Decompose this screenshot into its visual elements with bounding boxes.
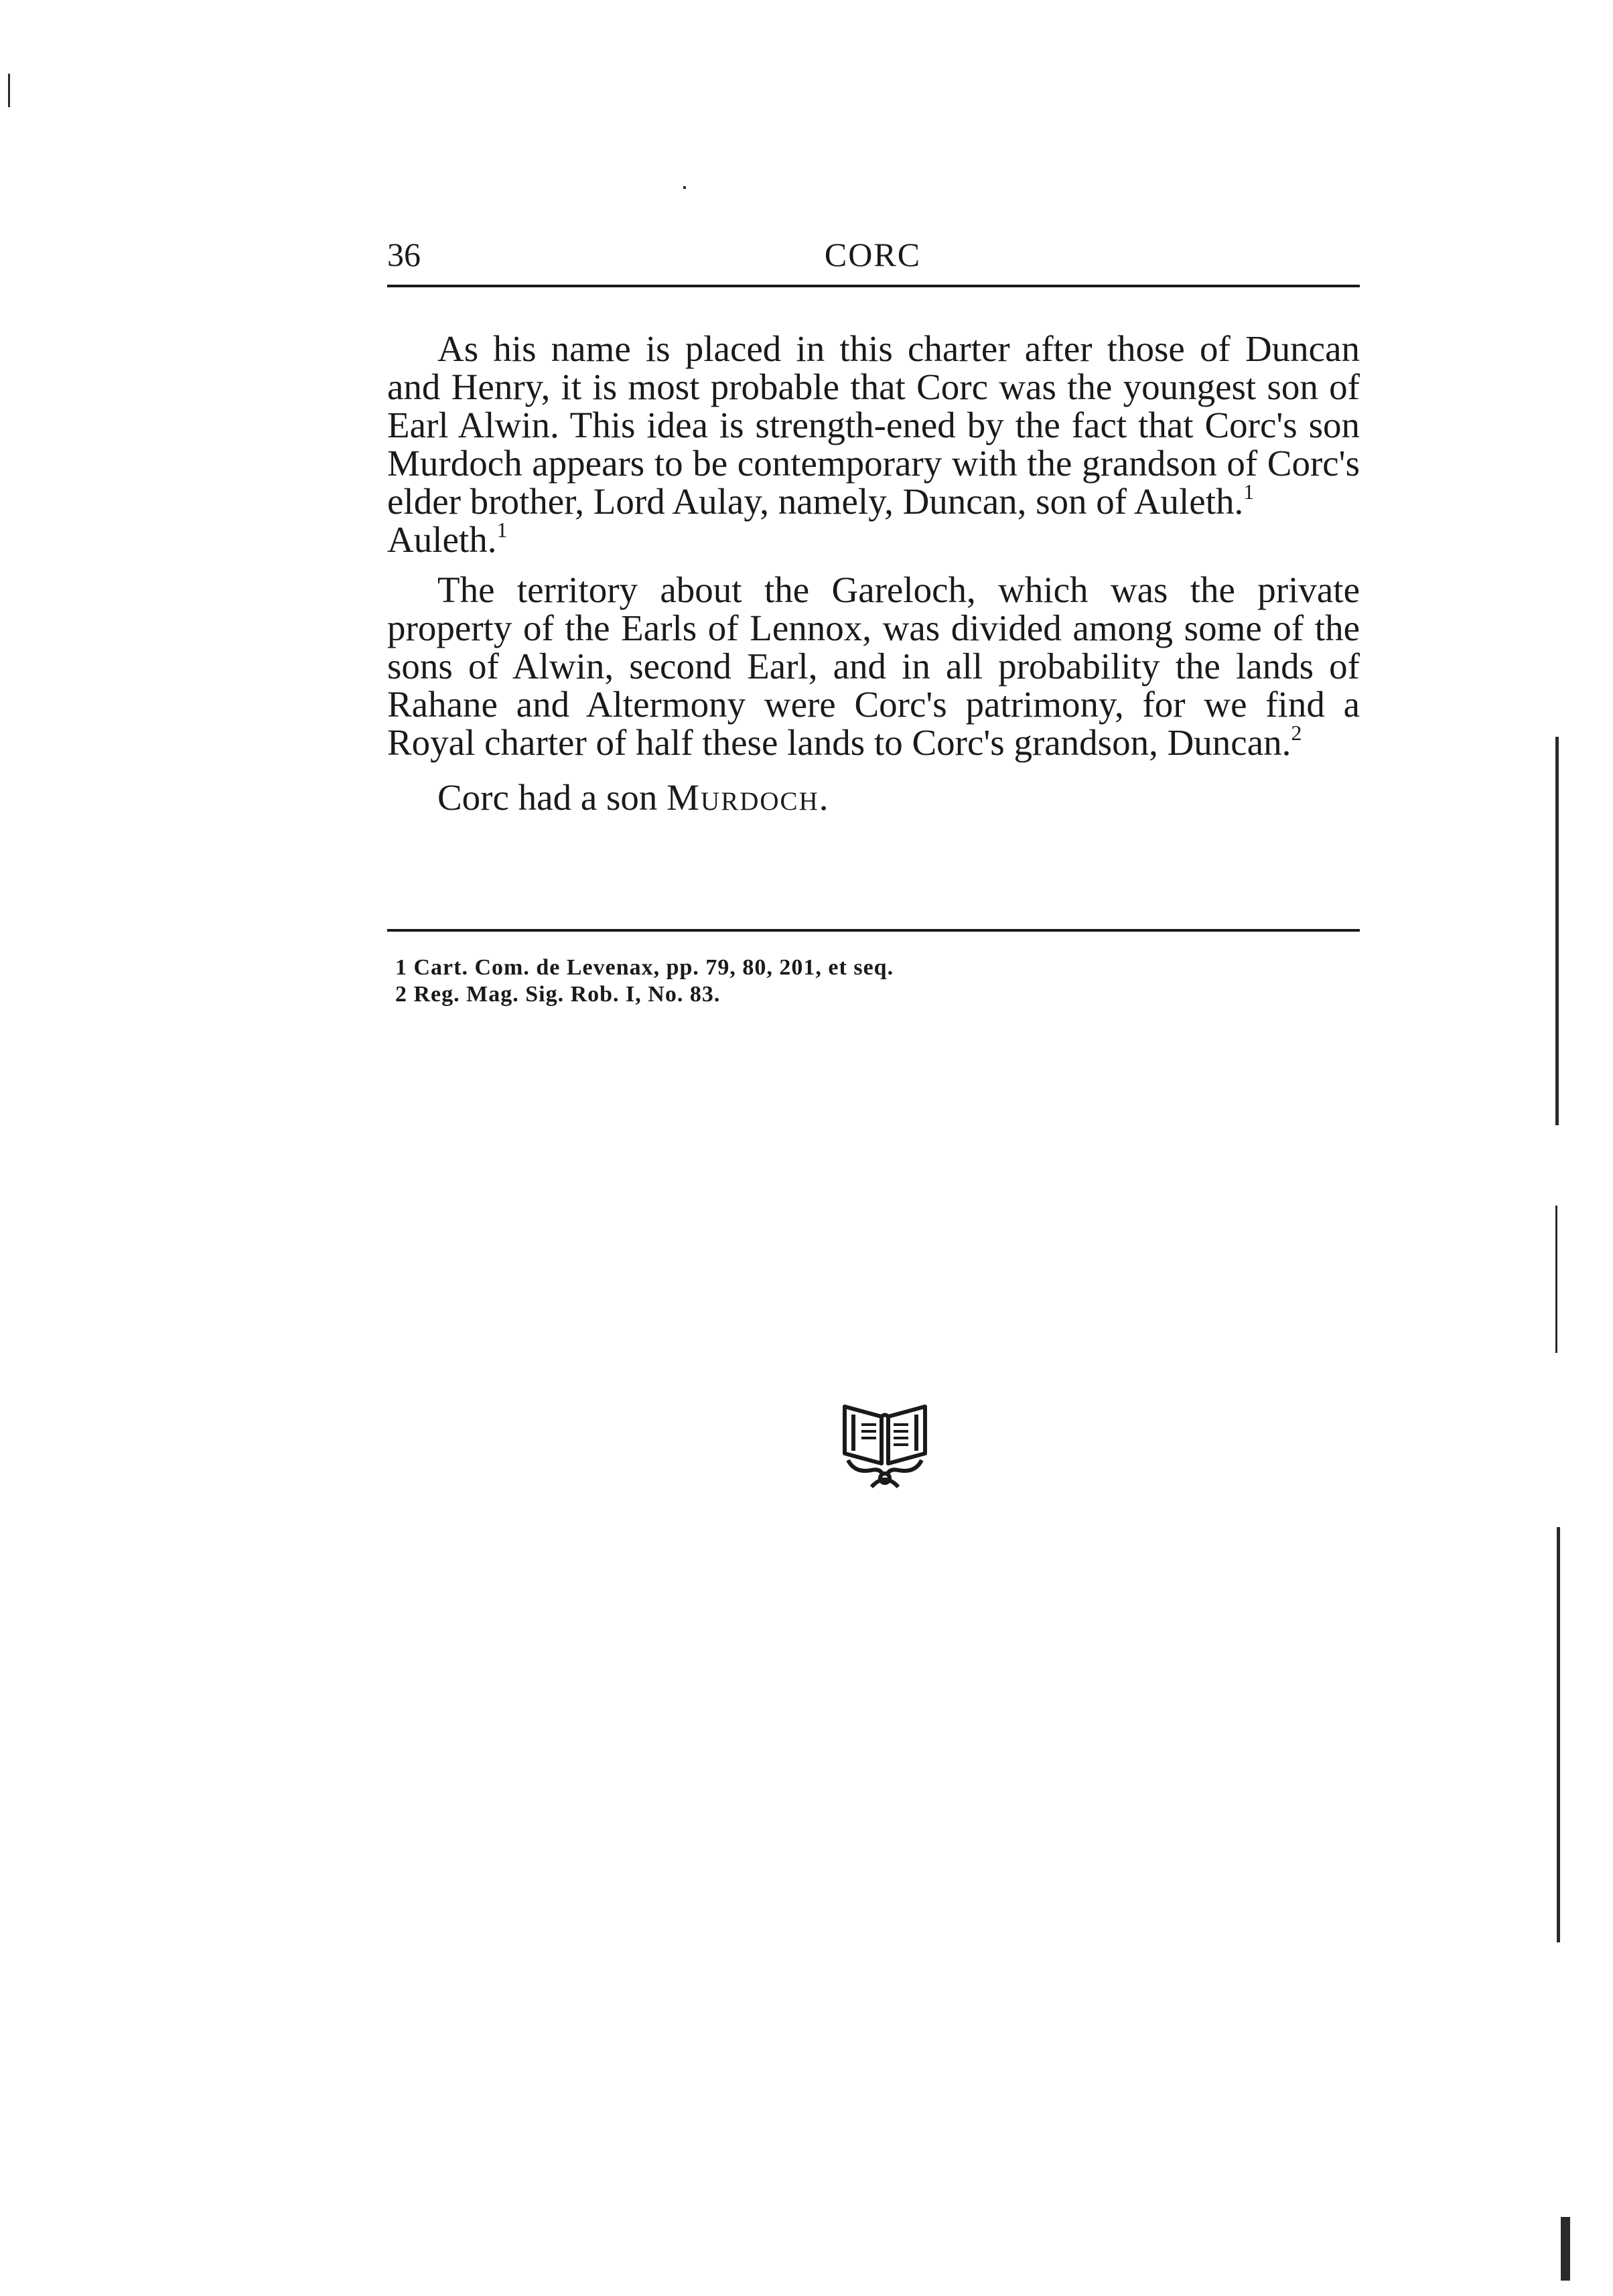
paragraph-3-text-before: Corc had a son [437,777,667,818]
header-rule [387,285,1360,287]
footnote-2: 2 Reg. Mag. Sig. Rob. I, No. 83. [395,982,721,1007]
footnote-1: 1 Cart. Com. de Levenax, pp. 79, 80, 201, et seq. [395,955,894,980]
scan-mark [683,186,686,189]
paragraph-3-name: Murdoch [667,777,819,818]
paragraph-2 [387,571,1360,762]
paragraph-1-repeated-line: Auleth. [387,519,497,560]
scan-mark [8,74,10,107]
page-number: 36 [387,236,421,273]
paragraph-3-text-after: . [819,777,829,818]
page-header [387,231,1358,278]
paragraph-1 [387,330,1360,559]
footnote-ref-1-repeat: 1 [496,518,508,542]
scan-mark [1555,737,1559,1125]
running-title: CORC [824,236,922,273]
paragraph-2-text: The territory about the Gareloch, which was the private property of the Earls of Lennox, was divided among some of the sons of Alwin, second Earl, and in all probability the lands of Rahane and Altermony were Corc's patrimony, for we find a Royal charter of half these lands to Corc's grandson, Duncan. [387,569,1360,763]
footnotes [395,954,1333,1008]
footnote-ref-2: 2 [1291,721,1302,745]
footnote-rule [387,929,1360,932]
scan-mark [1561,2217,1570,2281]
footnote-ref-1: 1 [1243,480,1255,504]
open-book-icon [835,1393,935,1494]
paragraph-3 [387,778,1360,816]
paragraph-1-text: As his name is placed in this charter after those of Duncan and Henry, it is most probable that Corc was the youngest son of Earl Alwin. This idea is strength-ened by the fact that Corc's son Murdoch appears to be contemporary with the grandson of Corc's elder brother, Lord Aulay, namely, Duncan, son of Auleth. [387,328,1360,522]
scan-mark [1557,1527,1560,1942]
body-text [387,330,1360,816]
scan-mark [1555,1206,1557,1353]
